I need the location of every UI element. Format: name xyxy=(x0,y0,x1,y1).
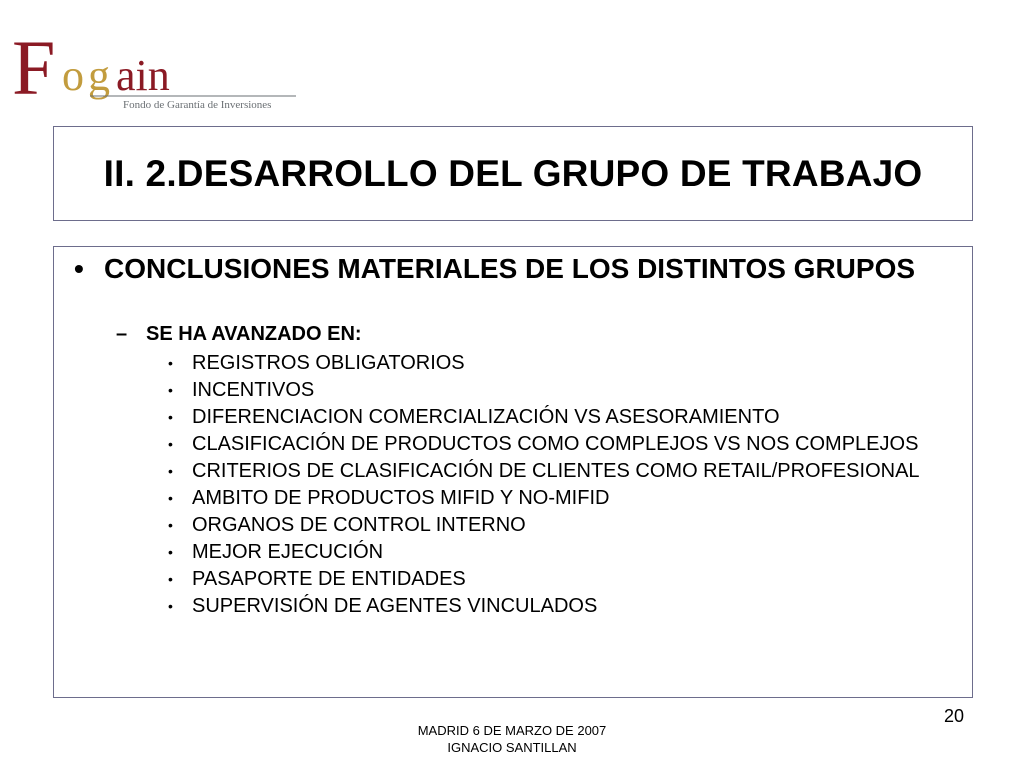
page-number: 20 xyxy=(943,706,964,726)
footer-author: IGNACIO SANTILLAN xyxy=(447,740,577,755)
footer xyxy=(0,722,1024,756)
list-item xyxy=(168,461,928,482)
list-item-text: ORGANOS DE CONTROL INTERNO xyxy=(192,514,526,536)
list-item-text: AMBITO DE PRODUCTOS MIFID Y NO-MIFID xyxy=(192,487,610,509)
title-box xyxy=(53,126,973,221)
list-item xyxy=(168,596,928,617)
fogain-logo-graphic xyxy=(12,22,302,122)
slide-title: II. 2.DESARROLLO DEL GRUPO DE TRABAJO xyxy=(103,152,923,194)
logo-letter-o: o xyxy=(62,51,84,100)
list-item xyxy=(168,353,928,374)
bullet-icon: • xyxy=(168,355,173,371)
bullet-icon: • xyxy=(168,544,173,560)
list-item xyxy=(168,569,928,590)
bullet-icon: • xyxy=(168,409,173,425)
dash-icon: – xyxy=(116,323,128,345)
list-item-text: INCENTIVOS xyxy=(192,379,315,401)
list-item-text: REGISTROS OBLIGATORIOS xyxy=(192,352,465,374)
list-item xyxy=(168,488,928,509)
list-item-text: CLASIFICACIÓN DE PRODUCTOS COMO COMPLEJOS VS NOS COMPLEJOS xyxy=(192,433,919,455)
bullet-icon: • xyxy=(168,436,173,452)
sub-bullet-text: SE HA AVANZADO EN: xyxy=(146,323,362,345)
list-item xyxy=(168,542,928,563)
bullet-icon: • xyxy=(168,598,173,614)
bullet-icon: • xyxy=(74,253,84,284)
item-list xyxy=(168,353,928,623)
main-bullet xyxy=(64,255,954,283)
list-item xyxy=(168,380,928,401)
list-item xyxy=(168,407,928,428)
list-item-text: PASAPORTE DE ENTIDADES xyxy=(192,568,466,590)
list-item-text: DIFERENCIACION COMERCIALIZACIÓN VS ASESORAMIENTO xyxy=(192,406,780,428)
list-item xyxy=(168,434,928,455)
list-item-text: CRITERIOS DE CLASIFICACIÓN DE CLIENTES COMO RETAIL/PROFESIONAL xyxy=(192,460,920,482)
logo-letter-g: g xyxy=(88,51,110,100)
logo-subtitle: Fondo de Garantía de Inversiones xyxy=(123,99,272,111)
fogain-logo xyxy=(12,22,302,122)
bullet-icon: • xyxy=(168,517,173,533)
bullet-icon: • xyxy=(168,382,173,398)
list-item-text: MEJOR EJECUCIÓN xyxy=(192,541,384,563)
list-item-text: SUPERVISIÓN DE AGENTES VINCULADOS xyxy=(192,595,598,617)
bullet-icon: • xyxy=(168,463,173,479)
logo-letter-f: F xyxy=(12,24,56,111)
sub-bullet xyxy=(116,323,362,345)
bullet-icon: • xyxy=(168,490,173,506)
bullet-icon: • xyxy=(168,571,173,587)
list-item xyxy=(168,515,928,536)
logo-letters-ain: ain xyxy=(116,51,170,100)
content-box xyxy=(53,246,973,698)
footer-location-date: MADRID 6 DE MARZO DE 2007 xyxy=(417,723,607,738)
main-bullet-text: CONCLUSIONES MATERIALES DE LOS DISTINTOS GRUPOS xyxy=(104,253,916,284)
